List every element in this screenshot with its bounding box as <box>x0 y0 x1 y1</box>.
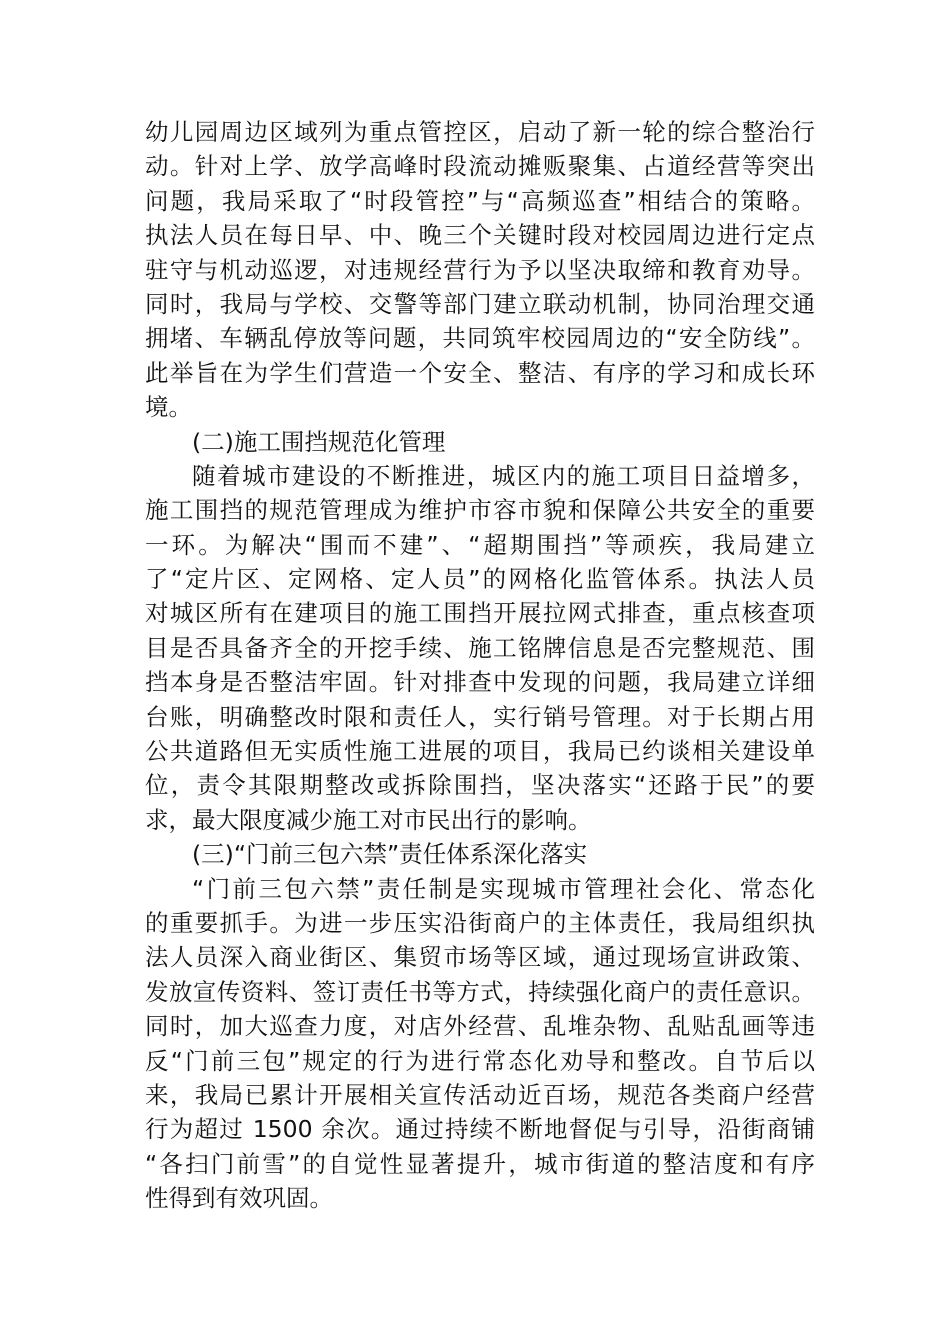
text-line: 位，责令其限期整改或拆除围挡，坚决落实“还路于民”的要 <box>145 771 815 800</box>
text-line: 行为超过 1500 余次。通过持续不断地督促与引导，沿街商铺 <box>145 1115 815 1144</box>
text-line: 目是否具备齐全的开挖手续、施工铭牌信息是否完整规范、围 <box>145 633 815 662</box>
text-line: 性得到有效巩固。 <box>145 1184 333 1213</box>
text-line: 求，最大限度减少施工对市民出行的影响。 <box>145 805 592 834</box>
text-line: 来，我局已累计开展相关宣传活动近百场，规范各类商户经营 <box>145 1080 815 1109</box>
text-line: 公共道路但无实质性施工进展的项目，我局已约谈相关建设单 <box>145 737 815 766</box>
section-heading-storefront-responsibility: (三)“门前三包六禁”责任体系深化落实 <box>192 840 588 869</box>
text-line: 的重要抓手。为进一步压实沿街商户的主体责任，我局组织执 <box>145 908 815 937</box>
text-line: 问题，我局采取了“时段管控”与“高频巡查”相结合的策略。 <box>145 186 815 215</box>
text-line: 同时，我局与学校、交警等部门建立联动机制，协同治理交通 <box>145 289 815 318</box>
text-line: “各扫门前雪”的自觉性显著提升，城市街道的整洁度和有序 <box>145 1149 815 1178</box>
text-line: 幼儿园周边区域列为重点管控区，启动了新一轮的综合整治行 <box>145 118 815 146</box>
text-line: 施工围挡的规范管理成为维护市容市貌和保障公共安全的重要 <box>145 496 815 525</box>
text-line: 反“门前三包”规定的行为进行常态化劝导和整改。自节后以 <box>145 1046 815 1075</box>
text-line: 拥堵、车辆乱停放等问题，共同筑牢校园周边的“安全防线”。 <box>145 324 815 353</box>
paragraph-construction-hoarding <box>145 459 815 837</box>
text-line: 驻守与机动巡逻，对违规经营行为予以坚决取缔和教育劝导。 <box>145 255 815 284</box>
text-line: 境。 <box>145 393 192 422</box>
text-line: 此举旨在为学生们营造一个安全、整洁、有序的学习和成长环 <box>145 358 815 387</box>
text-line: 执法人员在每日早、中、晚三个关键时段对校园周边进行定点 <box>145 221 815 250</box>
text-line: 同时，加大巡查力度，对店外经营、乱堆杂物、乱贴乱画等违 <box>145 1012 815 1041</box>
text-line: “门前三包六禁”责任制是实现城市管理社会化、常态化 <box>192 874 815 903</box>
text-line: 发放宣传资料、签订责任书等方式，持续强化商户的责任意识。 <box>145 977 815 1006</box>
text-line: 随着城市建设的不断推进，城区内的施工项目日益增多， <box>192 461 815 490</box>
text-line: 了“定片区、定网格、定人员”的网格化监管体系。执法人员 <box>145 565 815 594</box>
paragraph-storefront-responsibility <box>145 872 815 1216</box>
text-line: 动。针对上学、放学高峰时段流动摊贩聚集、占道经营等突出 <box>145 152 815 181</box>
text-line: 一环。为解决“围而不建”、“超期围挡”等顽疾，我局建立 <box>145 530 815 559</box>
text-line: 台账，明确整改时限和责任人，实行销号管理。对于长期占用 <box>145 702 815 731</box>
document-body <box>145 115 815 1216</box>
section-heading-construction-hoarding: (二)施工围挡规范化管理 <box>192 427 446 456</box>
text-line: 对城区所有在建项目的施工围挡开展拉网式排查，重点核查项 <box>145 599 815 628</box>
paragraph-campus-surroundings <box>145 115 815 425</box>
text-line: 法人员深入商业街区、集贸市场等区域，通过现场宣讲政策、 <box>145 943 815 972</box>
text-line: 挡本身是否整洁牢固。针对排查中发现的问题，我局建立详细 <box>145 668 815 697</box>
